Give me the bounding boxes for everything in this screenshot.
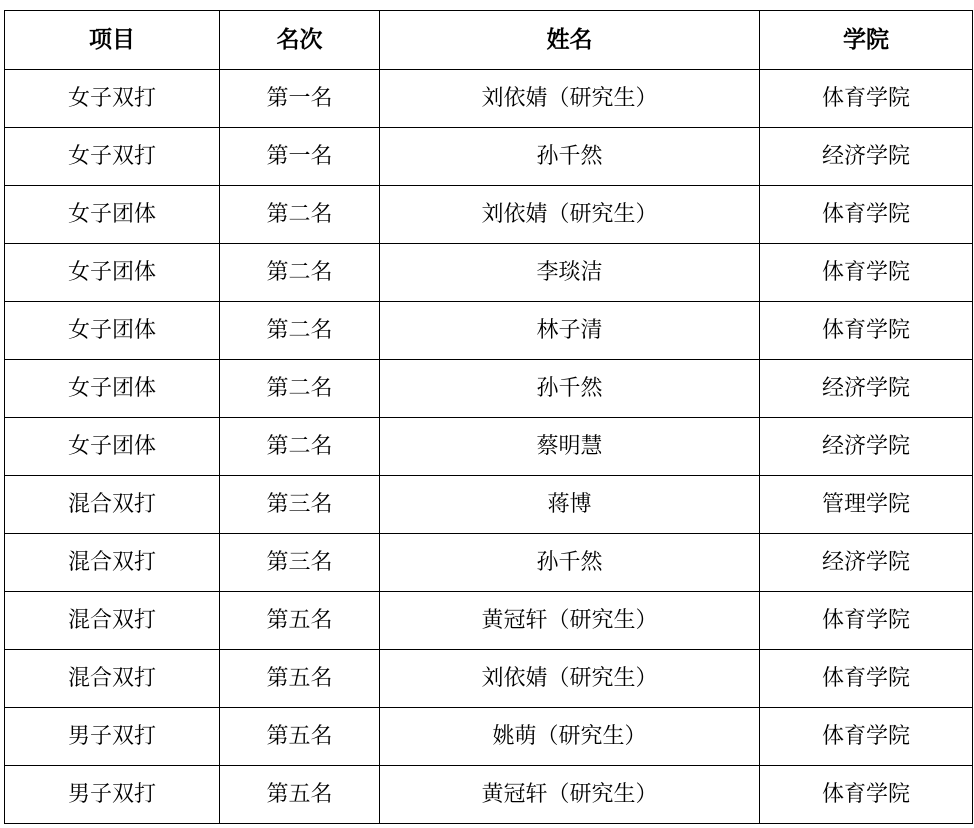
cell-event: 混合双打 <box>5 650 220 708</box>
table-row <box>5 244 973 302</box>
cell-name: 姚萌（研究生） <box>380 708 760 766</box>
table-row <box>5 592 973 650</box>
cell-event: 混合双打 <box>5 534 220 592</box>
cell-name: 林子清 <box>380 302 760 360</box>
cell-college: 经济学院 <box>760 534 973 592</box>
cell-college: 体育学院 <box>760 302 973 360</box>
cell-event: 女子双打 <box>5 128 220 186</box>
cell-name: 刘依婧（研究生） <box>380 186 760 244</box>
table-body <box>5 70 973 824</box>
table-row <box>5 70 973 128</box>
cell-rank: 第五名 <box>220 592 380 650</box>
cell-college: 经济学院 <box>760 418 973 476</box>
cell-college: 体育学院 <box>760 592 973 650</box>
cell-rank: 第五名 <box>220 766 380 824</box>
cell-rank: 第一名 <box>220 128 380 186</box>
cell-name: 蒋博 <box>380 476 760 534</box>
cell-college: 体育学院 <box>760 708 973 766</box>
column-header-name: 姓名 <box>380 11 760 70</box>
cell-college: 体育学院 <box>760 244 973 302</box>
cell-event: 女子团体 <box>5 302 220 360</box>
table-row <box>5 128 973 186</box>
cell-college: 管理学院 <box>760 476 973 534</box>
cell-event: 女子双打 <box>5 70 220 128</box>
cell-name: 蔡明慧 <box>380 418 760 476</box>
table-row <box>5 766 973 824</box>
cell-rank: 第三名 <box>220 476 380 534</box>
results-table <box>4 10 973 824</box>
column-header-event: 项目 <box>5 11 220 70</box>
cell-name: 刘依婧（研究生） <box>380 650 760 708</box>
cell-name: 李琰洁 <box>380 244 760 302</box>
cell-rank: 第五名 <box>220 650 380 708</box>
cell-college: 体育学院 <box>760 766 973 824</box>
cell-name: 黄冠轩（研究生） <box>380 592 760 650</box>
cell-rank: 第二名 <box>220 186 380 244</box>
cell-college: 经济学院 <box>760 128 973 186</box>
cell-event: 男子双打 <box>5 766 220 824</box>
table-row <box>5 360 973 418</box>
table-header-row <box>5 11 973 70</box>
column-header-rank: 名次 <box>220 11 380 70</box>
cell-event: 男子双打 <box>5 708 220 766</box>
cell-name: 孙千然 <box>380 128 760 186</box>
cell-name: 刘依婧（研究生） <box>380 70 760 128</box>
table-header <box>5 11 973 70</box>
table-row <box>5 186 973 244</box>
cell-rank: 第一名 <box>220 70 380 128</box>
cell-rank: 第二名 <box>220 244 380 302</box>
cell-rank: 第三名 <box>220 534 380 592</box>
table-row <box>5 708 973 766</box>
cell-college: 体育学院 <box>760 186 973 244</box>
column-header-college: 学院 <box>760 11 973 70</box>
cell-event: 女子团体 <box>5 244 220 302</box>
cell-event: 混合双打 <box>5 592 220 650</box>
cell-college: 经济学院 <box>760 360 973 418</box>
cell-name: 黄冠轩（研究生） <box>380 766 760 824</box>
cell-event: 女子团体 <box>5 360 220 418</box>
cell-rank: 第二名 <box>220 360 380 418</box>
cell-name: 孙千然 <box>380 534 760 592</box>
cell-event: 混合双打 <box>5 476 220 534</box>
table-row <box>5 418 973 476</box>
table-row <box>5 650 973 708</box>
cell-event: 女子团体 <box>5 186 220 244</box>
cell-name: 孙千然 <box>380 360 760 418</box>
cell-rank: 第五名 <box>220 708 380 766</box>
cell-event: 女子团体 <box>5 418 220 476</box>
cell-college: 体育学院 <box>760 650 973 708</box>
cell-college: 体育学院 <box>760 70 973 128</box>
cell-rank: 第二名 <box>220 418 380 476</box>
table-row <box>5 476 973 534</box>
cell-rank: 第二名 <box>220 302 380 360</box>
table-row <box>5 302 973 360</box>
table-row <box>5 534 973 592</box>
